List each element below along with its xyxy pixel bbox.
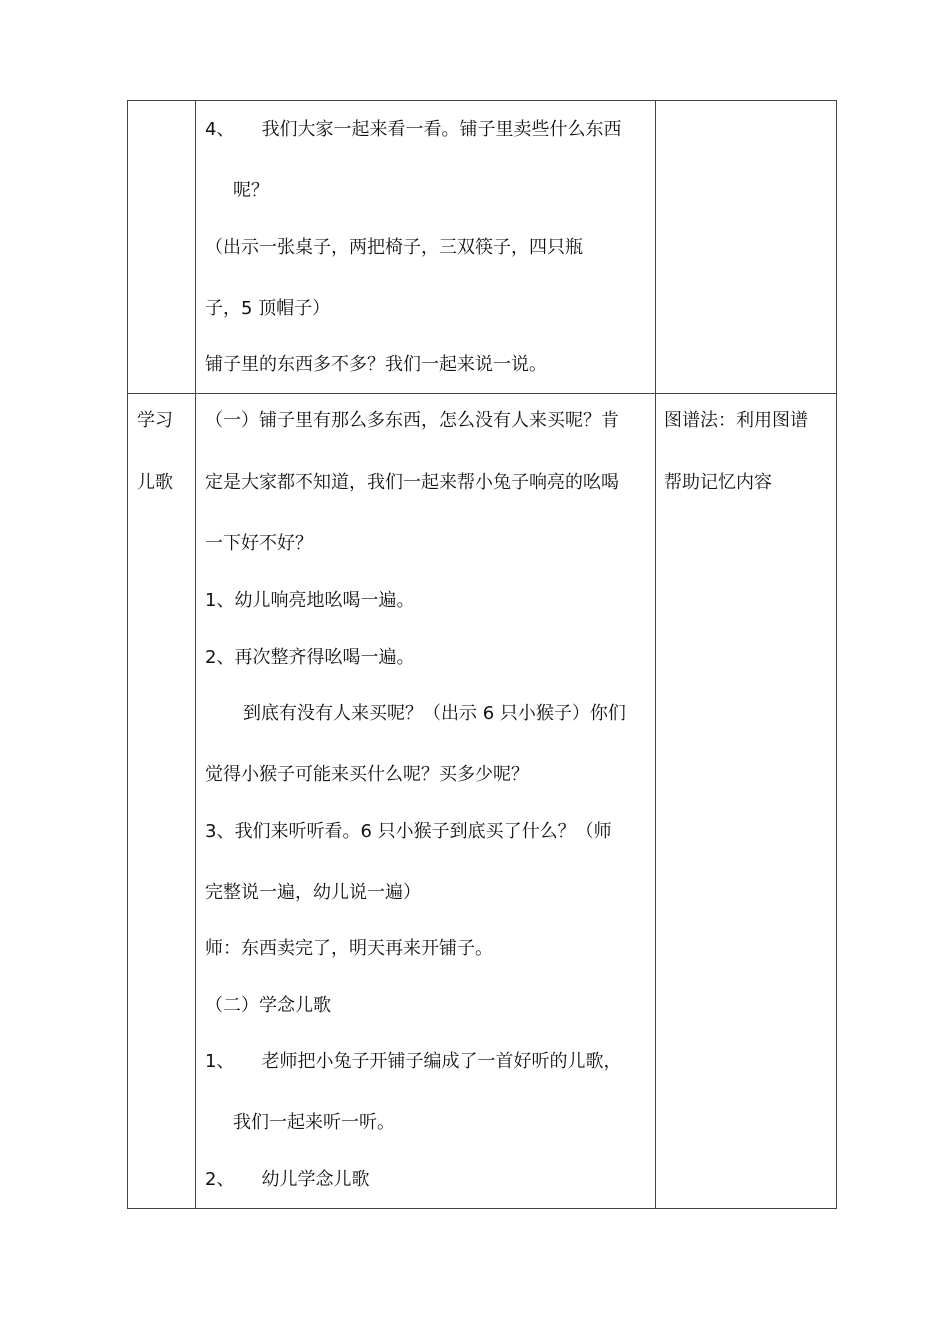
row1-content-line-5: 铺子里的东西多不多？我们一起来说一说。 [205,354,547,375]
row2-content-line-6: 到底有没有人来买呢？（出示 6 只小猴子）你们 [243,703,626,724]
row2-content-line-12: 1、 老师把小兔子开铺子编成了一首好听的儿歌， [205,1051,622,1072]
row1-content-line-3: （出示一张桌子，两把椅子，三双筷子，四只瓶 [205,237,583,258]
row2-content-line-7: 觉得小猴子可能来买什么呢？买多少呢？ [205,764,529,785]
row2-content-line-4: 1、幼儿响亮地吆喝一遍。 [205,590,415,611]
row2-label-line-2: 儿歌 [137,472,173,493]
row2-note-line-1: 图谱法：利用图谱 [664,410,808,431]
row-divider [128,393,836,394]
row2-content-line-14: 2、 幼儿学念儿歌 [205,1169,370,1190]
column-divider-2 [655,101,656,1208]
row2-label-line-1: 学习 [137,410,173,431]
row2-content-line-13: 我们一起来听一听。 [233,1112,395,1133]
lesson-table [127,100,837,1209]
row2-content-line-11: （二）学念儿歌 [205,995,331,1016]
row1-content-line-4: 子，5 顶帽子） [205,298,331,319]
row2-content-line-1: （一）铺子里有那么多东西，怎么没有人来买呢？肯 [205,410,619,431]
row1-content-line-2: 呢？ [233,180,269,201]
row1-content-line-1: 4、 我们大家一起来看一看。铺子里卖些什么东西 [205,119,622,140]
row2-content-line-10: 师：东西卖完了，明天再来开铺子。 [205,938,493,959]
row2-content-line-2: 定是大家都不知道，我们一起来帮小兔子响亮的吆喝 [205,472,619,493]
column-divider-1 [195,101,196,1208]
row2-content-line-3: 一下好不好？ [205,533,313,554]
row2-content-line-5: 2、再次整齐得吆喝一遍。 [205,647,415,668]
row2-content-line-9: 完整说一遍，幼儿说一遍） [205,882,421,903]
row2-content-line-8: 3、我们来听听看。6 只小猴子到底买了什么？（师 [205,821,612,842]
row2-note-line-2: 帮助记忆内容 [664,472,772,493]
